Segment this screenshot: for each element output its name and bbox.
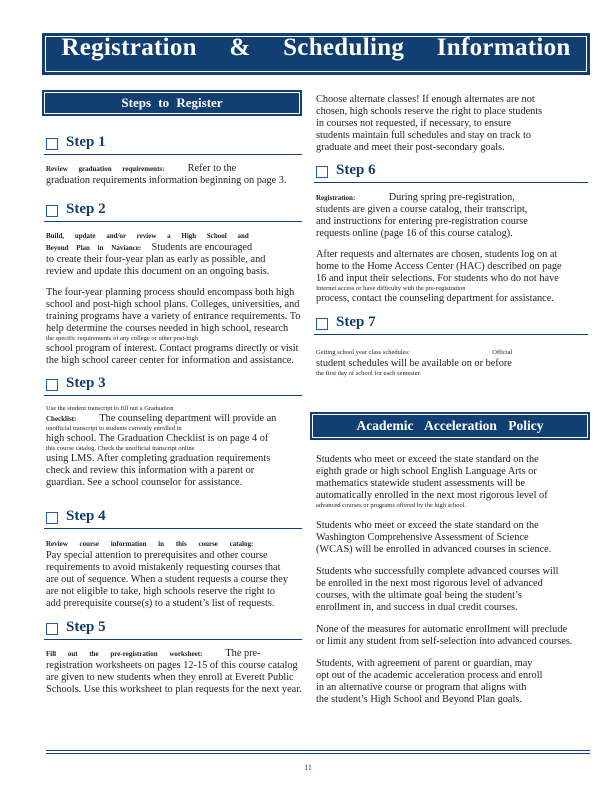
step-1-line-2: graduation requirements information beginning on page 3. (46, 175, 287, 186)
step-2-para-line-6: school program of interest. Contact programs directly or visit (46, 343, 299, 354)
alternates-line-4: students maintain full schedules and stay on track to (316, 130, 532, 141)
footer-rule-top (46, 750, 590, 751)
policy-5-line-4: the student’s High School and Beyond Plan goals. (316, 694, 522, 705)
step-4-line-4: are not eligible to take, high schools reserve the right to (46, 586, 276, 597)
policy-banner-title: Academic Acceleration Policy (356, 418, 544, 433)
step-4-line-5: add prerequisite course(s) to a student’s list of requests. (46, 598, 275, 609)
step-1-text (46, 163, 304, 187)
step-5-lead: Fill out the pre-registration worksheet: (46, 650, 203, 658)
checkbox-icon (46, 379, 58, 391)
step-4-lead: Review course information in this course catalog: (46, 540, 254, 548)
step-3-line-7: guardian. See a school counselor for assistance. (46, 477, 243, 488)
policy-5-line-2: opt out of the academic acceleration process and enroll (316, 670, 543, 681)
alternates-line-3: in courses not requested, if necessary, to ensure (316, 118, 512, 129)
policy-paragraph-4 (316, 624, 588, 648)
step-5-line-2: are given to new students when they enroll at Everett Public (46, 672, 294, 683)
policy-5-line-3: in an alternative course or program that aligns with (316, 682, 527, 693)
steps-banner-title: Steps to Register (121, 95, 223, 110)
step-3-label: Step 3 (66, 375, 106, 391)
step-3-line-4: this course catalog. Check the unofficial transcript online (46, 445, 195, 452)
policy-paragraph-1 (316, 454, 588, 510)
step-1-heading (44, 134, 302, 155)
step-3-line-6: check and review this information with a parent or (46, 465, 255, 476)
step-6-lead: Registration: (316, 194, 356, 202)
alternates-line-1: Choose alternate classes! If enough alternates are not (316, 94, 535, 105)
step-6-line-1: students are given a course catalog, their transcript, (316, 204, 528, 215)
step-2-para-line-7: the high school career center for information and assistance. (46, 355, 294, 366)
step-3-text (46, 405, 304, 489)
step-2-line-2: to create their four-year plan as early as possible, and (46, 254, 266, 265)
step-3-lead-1: Use the student transcript to fill out a Graduation (46, 405, 174, 412)
step-6-para-line-3: 16 and input their selections. For students who do not have (316, 273, 559, 284)
step-4-label: Step 4 (66, 508, 106, 524)
step-3-lead-2: Checklist: (46, 415, 77, 423)
step-5-label: Step 5 (66, 619, 106, 635)
checkbox-icon (46, 205, 58, 217)
checkbox-icon (46, 623, 58, 635)
policy-1-line-2: eighth grade or high school English Language Arts or (316, 466, 537, 477)
step-7-line-2: the first day of school for each semester. (316, 370, 422, 377)
policy-3-line-2: be enrolled in the next most rigorous level of advanced (316, 578, 543, 589)
step-6-para-line-2: home to the Home Access Center (HAC) described on page (316, 261, 562, 272)
policy-banner (310, 412, 590, 440)
step-2-line-1: Students are encouraged (151, 242, 253, 253)
step-4-line-3: are out of sequence. When a student requests a course they (46, 574, 288, 585)
policy-3-line-4: enrollment in, and success in dual credit courses. (316, 602, 518, 613)
steps-banner (42, 90, 302, 116)
checkbox-icon (46, 138, 58, 150)
step-5-text (46, 648, 304, 696)
step-2-label: Step 2 (66, 201, 106, 217)
page-title: Registration & Scheduling Information (61, 34, 571, 61)
step-6-para-line-4: Internet access or have difficulty with the pre-registration (316, 285, 466, 292)
policy-paragraph-3 (316, 566, 588, 614)
step-6-label: Step 6 (336, 162, 376, 178)
step-2-para-line-4: help determine the courses needed in high school, research (46, 323, 289, 334)
checkbox-icon (316, 166, 328, 178)
step-2-lead-1: Build, update and/or review a High School and (46, 232, 249, 240)
step-7-heading (314, 314, 588, 335)
step-2-line-3: review and update this document on an ongoing basis. (46, 266, 270, 277)
policy-1-line-1: Students who meet or exceed the state standard on the (316, 454, 539, 465)
step-4-text (46, 538, 304, 610)
step-5-heading (44, 619, 302, 640)
step-4-line-2: requirements to avoid mistakenly requesting courses that (46, 562, 281, 573)
policy-5-line-1: Students, with agreement of parent or guardian, may (316, 658, 533, 669)
step-2-para-line-5: the specific requirements of any college or other post-high (46, 335, 198, 342)
step-3-line-5: using LMS. After completing graduation requirements (46, 453, 271, 464)
policy-2-line-3: (WCAS) will be enrolled in advanced courses in science. (316, 544, 552, 555)
step-7-lead: Getting school year class schedules: (316, 349, 410, 356)
policy-1-line-3: mathematics statewide student assessments will be (316, 478, 526, 489)
step-3-line-1: The counseling department will provide an (99, 413, 277, 424)
step-2-lead-2: Beyond Plan in Naviance: (46, 244, 142, 252)
step-6-para-line-1: After requests and alternates are chosen, students log on at (316, 249, 558, 260)
policy-1-line-5: advanced courses or programs offered by the high school. (316, 502, 467, 509)
step-3-heading (44, 375, 302, 396)
step-1-label: Step 1 (66, 134, 106, 150)
policy-paragraph-5 (316, 658, 588, 706)
policy-paragraph-2 (316, 520, 588, 556)
step-4-line-1: Pay special attention to prerequisites and other course (46, 550, 268, 561)
step-6-heading (314, 162, 588, 183)
policy-1-line-4: automatically enrolled in the next most rigorous level of (316, 490, 548, 501)
step-6-line-0: During spring pre-registration, (388, 192, 515, 203)
step-6-text (316, 192, 588, 305)
alternates-line-2: chosen, high schools reserve the right to place students (316, 106, 543, 117)
step-7-line-0: Official (492, 349, 513, 356)
step-2-para-line-2: school and post-high school plans. Colleges, universities, and (46, 299, 300, 310)
step-7-label: Step 7 (336, 314, 376, 330)
checkbox-icon (316, 318, 328, 330)
step-2-para-line-3: training programs have a variety of entrance requirements. To (46, 311, 301, 322)
step-1-lead: Review graduation requirements: (46, 165, 165, 173)
step-6-para-line-5: process, contact the counseling department for assistance. (316, 293, 554, 304)
policy-2-line-1: Students who meet or exceed the state standard on the (316, 520, 539, 531)
step-6-line-2: and instructions for entering pre-registration course (316, 216, 528, 227)
policy-4-line-2: or limit any student from self-selection into advanced courses. (316, 636, 573, 647)
alternates-text (316, 94, 588, 154)
title-bar (42, 33, 590, 75)
policy-3-line-1: Students who successfully complete advanced courses will (316, 566, 559, 577)
alternates-line-5: graduate and meet their post-secondary goals. (316, 142, 505, 153)
footer-rule-bottom (46, 753, 590, 754)
step-6-line-3: requests online (page 16 of this course catalog). (316, 228, 513, 239)
step-3-line-2: unofficial transcript to students currently enrolled in (46, 425, 182, 432)
checkbox-icon (46, 512, 58, 524)
policy-text (316, 454, 588, 706)
step-2-text (46, 230, 304, 367)
step-7-line-1: student schedules will be available on or before (316, 358, 512, 369)
step-7-text (316, 346, 588, 378)
step-3-line-3: high school. The Graduation Checklist is on page 4 of (46, 433, 269, 444)
page-number: 11 (304, 763, 312, 772)
policy-4-line-1: None of the measures for automatic enrollment will preclude (316, 624, 568, 635)
step-5-line-0: The pre- (225, 648, 261, 659)
step-5-line-3: Schools. Use this worksheet to plan requests for the next year. (46, 684, 302, 695)
policy-3-line-3: courses, with the ultimate goal being the student’s (316, 590, 522, 601)
step-5-line-1: registration worksheets on pages 12-15 of this course catalog (46, 660, 298, 671)
step-4-heading (44, 508, 302, 529)
step-2-para-line-1: The four-year planning process should encompass both high (46, 287, 295, 298)
policy-2-line-2: Washington Comprehensive Assessment of Science (316, 532, 529, 543)
step-2-heading (44, 201, 302, 222)
step-1-line-1: Refer to the (187, 163, 237, 174)
